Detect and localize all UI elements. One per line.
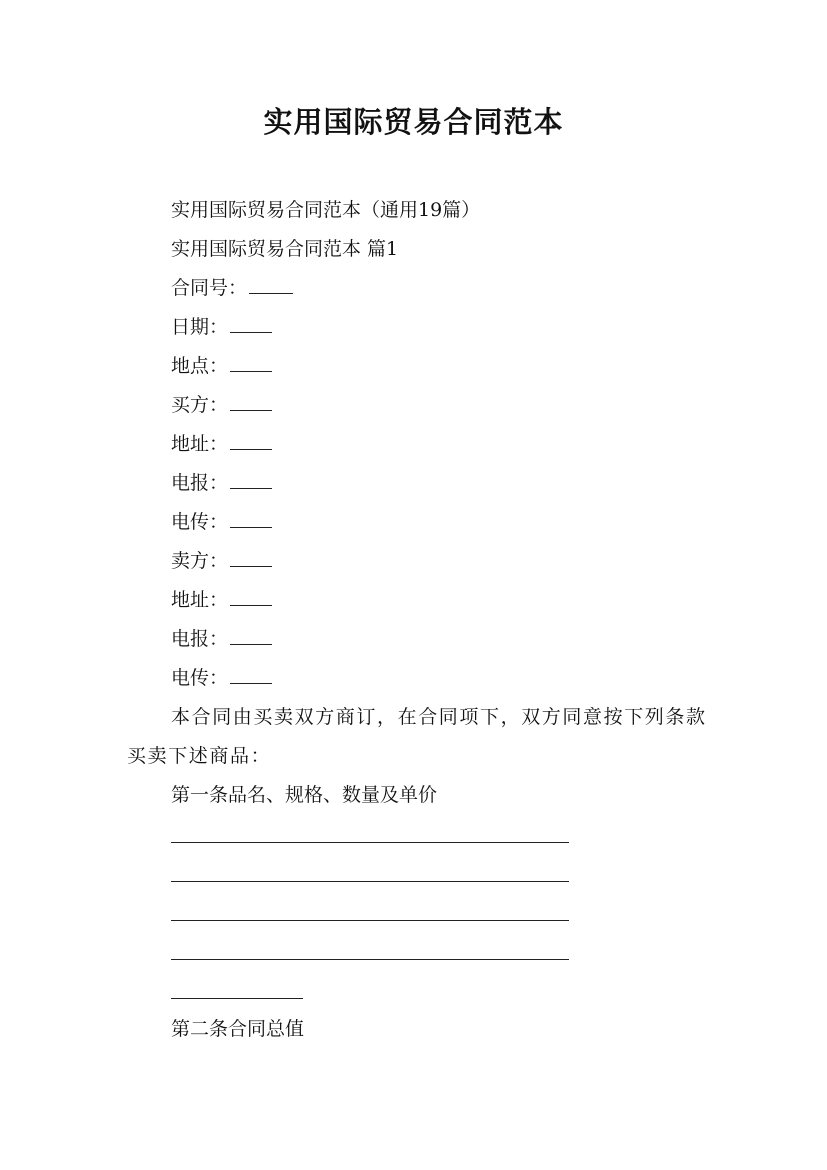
field-contract-no xyxy=(127,269,717,308)
fill-in-line xyxy=(127,854,717,893)
clause-2-heading: 第二条合同总值 xyxy=(171,1018,305,1040)
blank-rule xyxy=(171,842,569,843)
field-buyer-address xyxy=(127,425,717,464)
field-label: 电传： xyxy=(171,667,229,689)
field-buyer-telex xyxy=(127,503,717,542)
blank-underline xyxy=(230,312,272,333)
clause-1-heading: 第一条品名、规格、数量及单价 xyxy=(171,784,438,806)
blank-rule xyxy=(171,959,569,960)
document-title: 实用国际贸易合同范本 xyxy=(263,105,564,139)
field-seller-telex xyxy=(127,659,717,698)
field-label: 电传： xyxy=(171,511,229,533)
field-label: 合同号： xyxy=(171,277,248,299)
blank-underline xyxy=(230,390,272,411)
blank-underline xyxy=(249,273,293,294)
blank-underline xyxy=(230,585,272,606)
fill-in-line xyxy=(127,932,717,971)
fill-in-line xyxy=(127,893,717,932)
blank-underline xyxy=(230,507,272,528)
blank-underline xyxy=(230,429,272,450)
field-seller-address xyxy=(127,581,717,620)
blank-underline xyxy=(230,351,272,372)
blank-underline xyxy=(230,624,272,645)
section-heading: 实用国际贸易合同范本 篇1 xyxy=(171,238,399,260)
blank-underline xyxy=(230,468,272,489)
field-place xyxy=(127,347,717,386)
blank-underline xyxy=(230,546,272,567)
fill-in-line xyxy=(127,815,717,854)
fill-in-line-short xyxy=(127,971,717,1010)
field-label: 日期： xyxy=(171,316,229,338)
field-label: 电报： xyxy=(171,472,229,494)
blank-rule xyxy=(171,881,569,882)
blank-rule xyxy=(171,920,569,921)
field-buyer-telegram xyxy=(127,464,717,503)
subtitle-line: 实用国际贸易合同范本（通用19篇） xyxy=(171,199,481,221)
field-seller xyxy=(127,542,717,581)
field-date xyxy=(127,308,717,347)
field-label: 买方： xyxy=(171,394,229,416)
field-label: 卖方： xyxy=(171,550,229,572)
field-label: 地址： xyxy=(171,589,229,611)
field-label: 地址： xyxy=(171,433,229,455)
document-body xyxy=(127,191,717,1049)
field-label: 电报： xyxy=(171,628,229,650)
blank-underline xyxy=(230,663,272,684)
field-label: 地点： xyxy=(171,355,229,377)
field-buyer xyxy=(127,386,717,425)
field-seller-telegram xyxy=(127,620,717,659)
blank-rule xyxy=(171,998,303,999)
intro-paragraph: 本合同由买卖双方商订，在合同项下，双方同意按下列条款买卖下述商品： xyxy=(127,706,707,767)
